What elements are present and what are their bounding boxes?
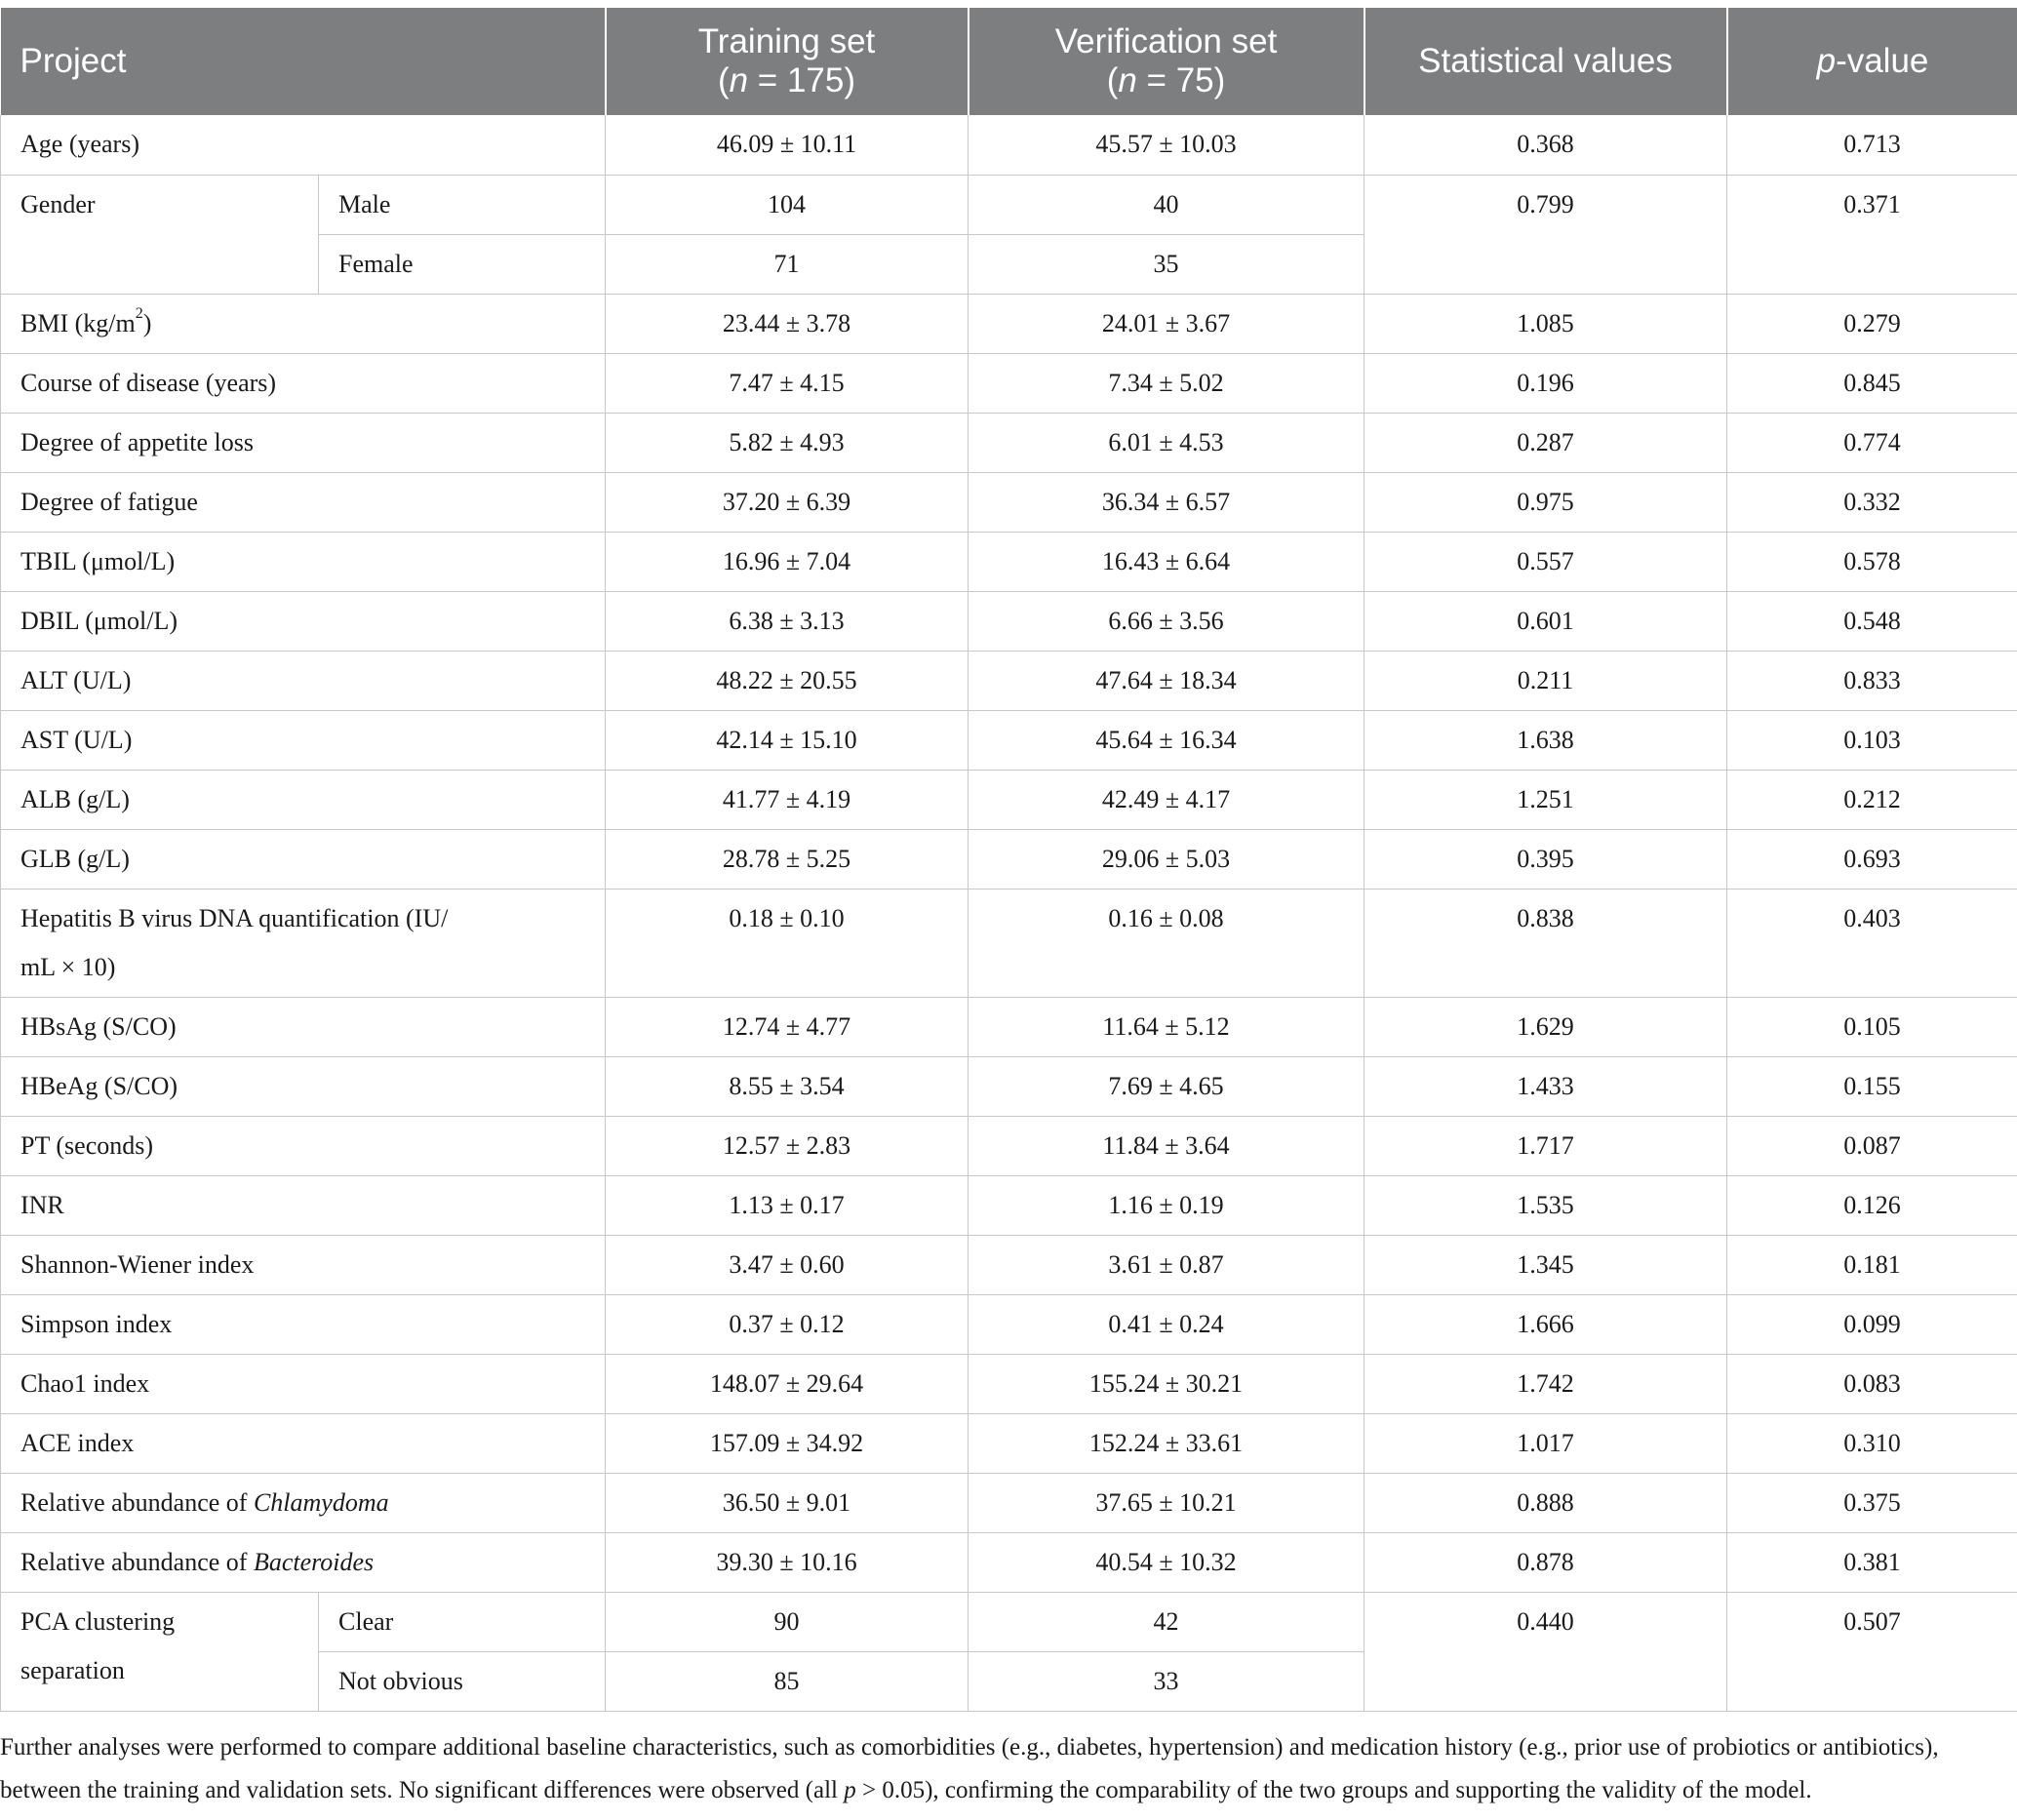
cell-p-value: 0.845 [1727,353,2017,413]
table-row-age [1,115,2017,175]
cell-training: 28.78 ± 5.25 [606,829,969,889]
cell-verification: 40 [969,175,1364,234]
table-row-glb [1,829,2017,889]
cell-training: 12.74 ± 4.77 [606,997,969,1056]
cell-statistic: 0.211 [1364,651,1727,710]
cell-training: 46.09 ± 10.11 [606,115,969,175]
row-label: Relative abundance of Bacteroides [1,1532,606,1592]
table-row-dbil [1,591,2017,651]
row-label: BMI $(kg/m^2)$ [1,294,606,353]
row-label: Degree of fatigue [1,472,606,532]
cell-p-value: 0.774 [1727,413,2017,472]
cell-training: 5.82 ± 4.93 [606,413,969,472]
cell-training: 85 [606,1651,969,1711]
cell-training: 8.55 ± 3.54 [606,1056,969,1116]
cell-training: 42.14 ± 15.10 [606,710,969,770]
cell-statistic: 0.440 [1364,1592,1727,1711]
table-row-inr [1,1175,2017,1235]
cell-training: 104 [606,175,969,234]
table-row-alt [1,651,2017,710]
cell-p-value: 0.310 [1727,1413,2017,1473]
table-row-tbil [1,532,2017,591]
cell-p-value: 0.371 [1727,175,2017,294]
table-row-pca-clear [1,1592,2017,1651]
cell-verification: 42 [969,1592,1364,1651]
cell-statistic: 1.345 [1364,1235,1727,1294]
cell-p-value: 0.507 [1727,1592,2017,1711]
cell-statistic: 1.017 [1364,1413,1727,1473]
baseline-characteristics-table [0,8,2017,1712]
row-label: DBIL (μmol/L) [1,591,606,651]
table-row-chao1 [1,1354,2017,1413]
table-row-chlamydoma [1,1473,2017,1532]
row-label: GLB (g/L) [1,829,606,889]
cell-training: 148.07 ± 29.64 [606,1354,969,1413]
cell-statistic: 0.196 [1364,353,1727,413]
table-row-bacteroides [1,1532,2017,1592]
cell-p-value: 0.099 [1727,1294,2017,1354]
row-label: Age (years) [1,115,606,175]
cell-training: 12.57 ± 2.83 [606,1116,969,1175]
row-label: ACE index [1,1413,606,1473]
table-footnote: Further analyses were performed to compare additional baseline characteristics, such as comorbidities (e.g., diabetes, hypertension) and medication history (e.g., prior use of probiotics or antibiotics), between the training and validation sets. No significant differences were observed (all p > 0.05), confirming the comparability of the two groups and supporting the validity of the model. [0,1734,1939,1803]
cell-verification: 45.64 ± 16.34 [969,710,1364,770]
cell-p-value: 0.833 [1727,651,2017,710]
cell-statistic: 1.251 [1364,770,1727,829]
row-label: INR [1,1175,606,1235]
cell-verification: 40.54 ± 10.32 [969,1532,1364,1592]
cell-training: 90 [606,1592,969,1651]
table-row-hbv-dna [1,889,2017,997]
cell-p-value: 0.403 [1727,889,2017,997]
cell-verification: 47.64 ± 18.34 [969,651,1364,710]
row-label: Hepatitis B virus DNA quantification (IU/ mL × 10) [1,889,606,997]
cell-verification: 0.41 ± 0.24 [969,1294,1364,1354]
cell-verification: 1.16 ± 0.19 [969,1175,1364,1235]
cell-statistic: 0.557 [1364,532,1727,591]
cell-training: 48.22 ± 20.55 [606,651,969,710]
cell-p-value: 0.105 [1727,997,2017,1056]
row-label: PCA clustering separation [1,1592,319,1711]
cell-verification: 35 [969,234,1364,294]
cell-statistic: 1.742 [1364,1354,1727,1413]
cell-verification: 155.24 ± 30.21 [969,1354,1364,1413]
cell-p-value: 0.578 [1727,532,2017,591]
cell-p-value: 0.279 [1727,294,2017,353]
cell-statistic: 0.799 [1364,175,1727,294]
header-verification-set: Verification set (n = 75) [969,8,1364,115]
table-row-ast [1,710,2017,770]
header-project: Project [1,8,606,115]
cell-training: 41.77 ± 4.19 [606,770,969,829]
cell-training: 6.38 ± 3.13 [606,591,969,651]
row-sublabel: Clear [319,1592,606,1651]
row-label: Gender [1,175,319,294]
cell-verification: 11.84 ± 3.64 [969,1116,1364,1175]
row-label: TBIL (μmol/L) [1,532,606,591]
cell-verification: 7.69 ± 4.65 [969,1056,1364,1116]
table-row-simpson [1,1294,2017,1354]
cell-verification: 7.34 ± 5.02 [969,353,1364,413]
row-label: Shannon-Wiener index [1,1235,606,1294]
header-statistical-values: Statistical values [1364,8,1727,115]
cell-verification: 3.61 ± 0.87 [969,1235,1364,1294]
cell-statistic: 1.433 [1364,1056,1727,1116]
cell-training: 7.47 ± 4.15 [606,353,969,413]
cell-statistic: 0.601 [1364,591,1727,651]
table-row-appetite [1,413,2017,472]
cell-verification: 0.16 ± 0.08 [969,889,1364,997]
row-label: HBeAg (S/CO) [1,1056,606,1116]
row-label: HBsAg (S/CO) [1,997,606,1056]
cell-p-value: 0.332 [1727,472,2017,532]
cell-verification: 36.34 ± 6.57 [969,472,1364,532]
cell-training: 37.20 ± 6.39 [606,472,969,532]
table-row-ace [1,1413,2017,1473]
table-row-hbsag [1,997,2017,1056]
cell-p-value: 0.155 [1727,1056,2017,1116]
cell-p-value: 0.126 [1727,1175,2017,1235]
row-sublabel: Female [319,234,606,294]
cell-training: 0.37 ± 0.12 [606,1294,969,1354]
cell-training: 0.18 ± 0.10 [606,889,969,997]
row-label: Relative abundance of Chlamydoma [1,1473,606,1532]
cell-verification: 24.01 ± 3.67 [969,294,1364,353]
cell-statistic: 0.888 [1364,1473,1727,1532]
row-label: Chao1 index [1,1354,606,1413]
cell-statistic: 0.838 [1364,889,1727,997]
cell-statistic: 0.878 [1364,1532,1727,1592]
cell-verification: 29.06 ± 5.03 [969,829,1364,889]
header-p-value: p-value [1727,8,2017,115]
row-label: Course of disease (years) [1,353,606,413]
row-label: PT (seconds) [1,1116,606,1175]
cell-verification: 6.01 ± 4.53 [969,413,1364,472]
cell-p-value: 0.181 [1727,1235,2017,1294]
table-row-pt [1,1116,2017,1175]
cell-p-value: 0.693 [1727,829,2017,889]
cell-statistic: 1.629 [1364,997,1727,1056]
cell-statistic: 0.395 [1364,829,1727,889]
cell-statistic: 1.717 [1364,1116,1727,1175]
cell-statistic: 0.287 [1364,413,1727,472]
cell-training: 3.47 ± 0.60 [606,1235,969,1294]
cell-verification: 6.66 ± 3.56 [969,591,1364,651]
table-row-hbeag [1,1056,2017,1116]
row-label: Simpson index [1,1294,606,1354]
cell-statistic: 0.975 [1364,472,1727,532]
cell-statistic: 1.638 [1364,710,1727,770]
cell-p-value: 0.381 [1727,1532,2017,1592]
cell-verification: 42.49 ± 4.17 [969,770,1364,829]
cell-verification: 16.43 ± 6.64 [969,532,1364,591]
cell-verification: 152.24 ± 33.61 [969,1413,1364,1473]
table-row-fatigue [1,472,2017,532]
cell-p-value: 0.083 [1727,1354,2017,1413]
row-label: AST (U/L) [1,710,606,770]
table-row-course [1,353,2017,413]
row-sublabel: Male [319,175,606,234]
cell-verification: 33 [969,1651,1364,1711]
cell-p-value: 0.103 [1727,710,2017,770]
cell-statistic: 1.666 [1364,1294,1727,1354]
table-row-alb [1,770,2017,829]
cell-training: 71 [606,234,969,294]
cell-p-value: 0.375 [1727,1473,2017,1532]
cell-verification: 11.64 ± 5.12 [969,997,1364,1056]
cell-training: 23.44 ± 3.78 [606,294,969,353]
header-row [1,8,2017,115]
row-sublabel: Not obvious [319,1651,606,1711]
cell-training: 36.50 ± 9.01 [606,1473,969,1532]
row-label: Degree of appetite loss [1,413,606,472]
cell-verification: 45.57 ± 10.03 [969,115,1364,175]
row-label: ALT (U/L) [1,651,606,710]
table-row-gender-male [1,175,2017,234]
cell-statistic: 1.535 [1364,1175,1727,1235]
row-label: ALB (g/L) [1,770,606,829]
cell-training: 39.30 ± 10.16 [606,1532,969,1592]
cell-p-value: 0.212 [1727,770,2017,829]
cell-p-value: 0.087 [1727,1116,2017,1175]
cell-verification: 37.65 ± 10.21 [969,1473,1364,1532]
cell-training: 1.13 ± 0.17 [606,1175,969,1235]
cell-p-value: 0.548 [1727,591,2017,651]
cell-training: 16.96 ± 7.04 [606,532,969,591]
cell-statistic: 1.085 [1364,294,1727,353]
cell-p-value: 0.713 [1727,115,2017,175]
cell-training: 157.09 ± 34.92 [606,1413,969,1473]
cell-statistic: 0.368 [1364,115,1727,175]
table-row-shannon [1,1235,2017,1294]
header-training-set: Training set (n = 175) [606,8,969,115]
table-row-bmi [1,294,2017,353]
